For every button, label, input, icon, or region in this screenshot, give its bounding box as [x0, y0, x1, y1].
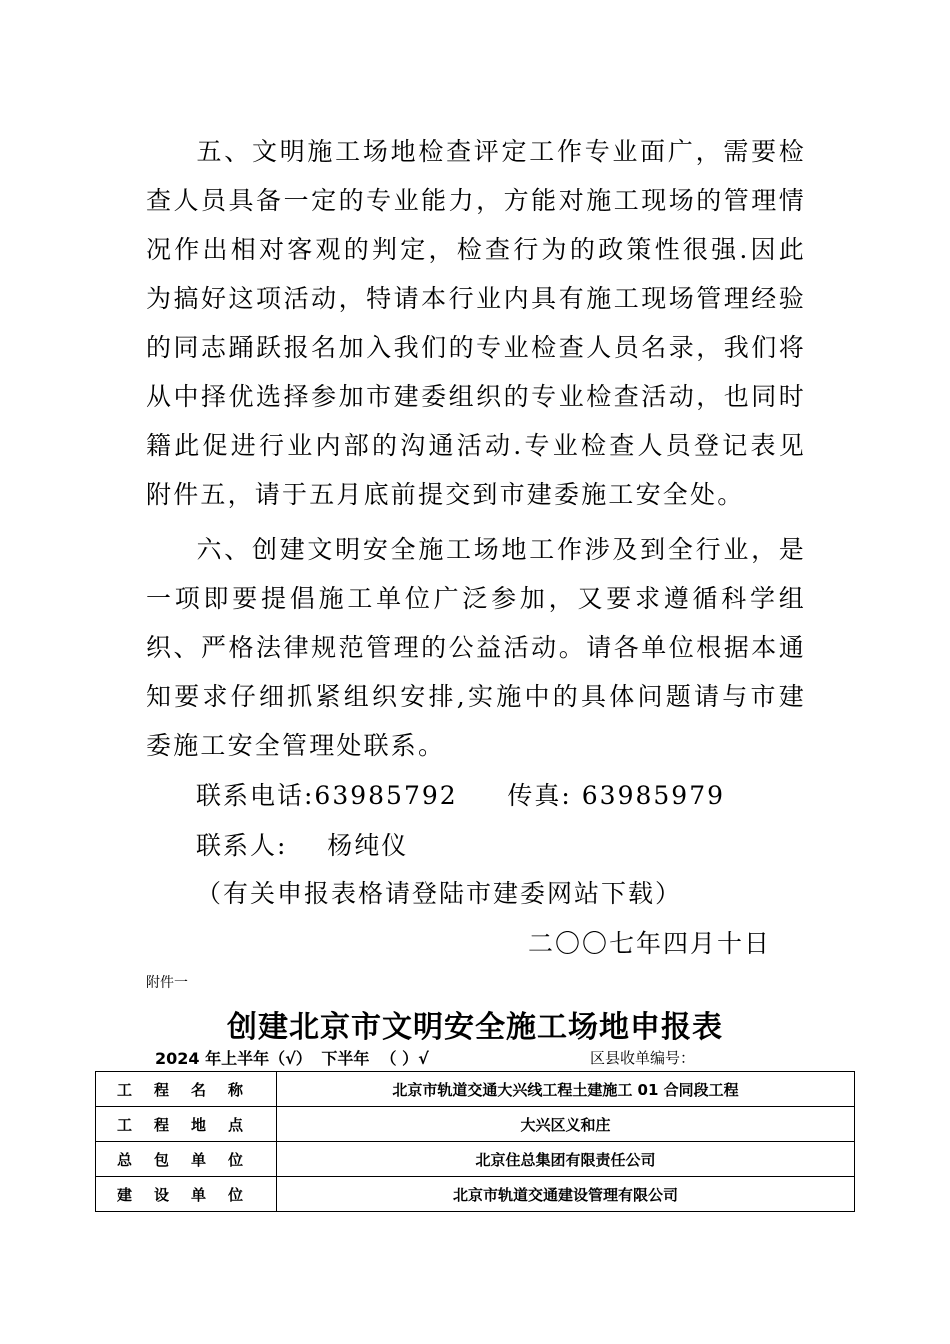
form-title: 创建北京市文明安全施工场地申报表 — [227, 1010, 723, 1045]
paragraph-five — [146, 127, 806, 519]
paragraph-five-text: 五、文明施工场地检查评定工作专业面广，需要检查人员具备一定的专业能力，方能对施工现场的管理情况作出相对客观的判定，检查行为的政策性很强.因此为搞好这项活动，特请本行业内具有施工现场管理经验的同志踊跃报名加入我们的专业检查人员名录，我们将从中择优选择参加市建委组织的专业检查活动，也同时籍此促进行业内部的沟通活动.专业检查人员登记表见附件五，请于五月底前提交到市建委施工安全处。 — [146, 137, 806, 509]
table-row — [96, 1177, 855, 1212]
row-value: 北京市轨道交通建设管理有限公司 — [277, 1177, 855, 1212]
row-value: 北京市轨道交通大兴线工程土建施工 01 合同段工程 — [277, 1072, 855, 1107]
period-selection — [155, 1046, 433, 1069]
contact-phone: 联系电话:63985792 传真: 63985979 — [196, 781, 726, 810]
receipt-number-label: 区县收单编号： — [590, 1049, 696, 1067]
row-label: 工程地点 — [96, 1107, 277, 1142]
row-label: 总包单位 — [96, 1142, 277, 1177]
download-note: （有关申报表格请登陆市建委网站下载） — [196, 879, 683, 908]
contact-person: 联系人: 杨纯仪 — [196, 831, 409, 860]
paragraph-six-text: 六、创建文明安全施工场地工作涉及到全行业，是一项即要提倡施工单位广泛参加，又要求遵循科学组织、严格法律规范管理的公益活动。请各单位根据本通知要求仔细抓紧组织安排,实施中的具体问题请与市建委施工安全管理处联系。 — [146, 535, 806, 760]
period-second-half: 下半年 （ ）√ — [321, 1049, 429, 1068]
paragraph-six — [146, 525, 806, 770]
attachment-label: 附件一 — [146, 975, 188, 991]
row-value: 大兴区义和庄 — [277, 1107, 855, 1142]
table-row — [96, 1107, 855, 1142]
application-form-table — [95, 1071, 855, 1212]
period-first-half: 2024 年上半年（√） — [155, 1049, 312, 1068]
table-row — [96, 1072, 855, 1107]
row-label: 工程名称 — [96, 1072, 277, 1107]
table-row — [96, 1142, 855, 1177]
document-date: 二〇〇七年四月十日 — [528, 929, 772, 958]
row-value: 北京住总集团有限责任公司 — [277, 1142, 855, 1177]
row-label: 建设单位 — [96, 1177, 277, 1212]
